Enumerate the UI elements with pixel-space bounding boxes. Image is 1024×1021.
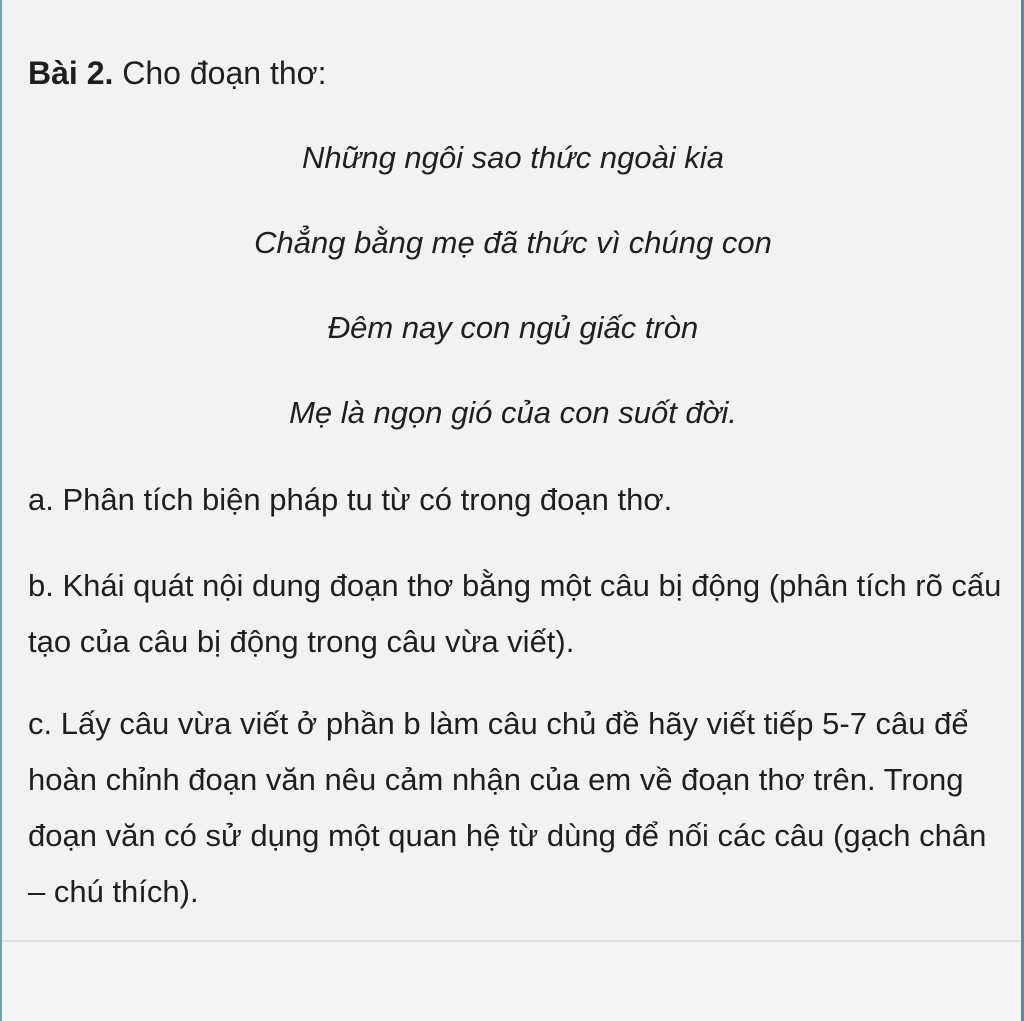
footer-area	[2, 942, 1021, 1021]
poem-line-2: Chẳng bằng mẹ đã thức vì chúng con	[254, 225, 772, 260]
left-border	[0, 0, 2, 1021]
exercise-number: Bài 2.	[28, 55, 114, 91]
question-a: a. Phân tích biện pháp tu từ có trong đoạn thơ.	[28, 482, 673, 517]
exercise-content	[28, 48, 1002, 909]
exercise-instruction: Cho đoạn thơ:	[122, 55, 327, 91]
poem-line-1: Những ngôi sao thức ngoài kia	[302, 140, 724, 175]
poem-line-4: Mẹ là ngọn gió của con suốt đời.	[289, 395, 737, 430]
question-b: b. Khái quát nội dung đoạn thơ bằng một câu bị động (phân tích rõ cấu tạo của câu bị động trong câu vừa viết).	[28, 568, 1002, 659]
poem-line-3: Đêm nay con ngủ giấc tròn	[327, 310, 699, 345]
question-c: c. Lấy câu vừa viết ở phần b làm câu chủ đề hãy viết tiếp 5-7 câu để hoàn chỉnh đoạn văn nêu cảm nhận của em về đoạn thơ trên. Trong đoạn văn có sử dụng một quan hệ từ dùng để nối các câu (gạch chân – chú thích).	[28, 706, 987, 909]
exercise-title	[28, 48, 998, 98]
